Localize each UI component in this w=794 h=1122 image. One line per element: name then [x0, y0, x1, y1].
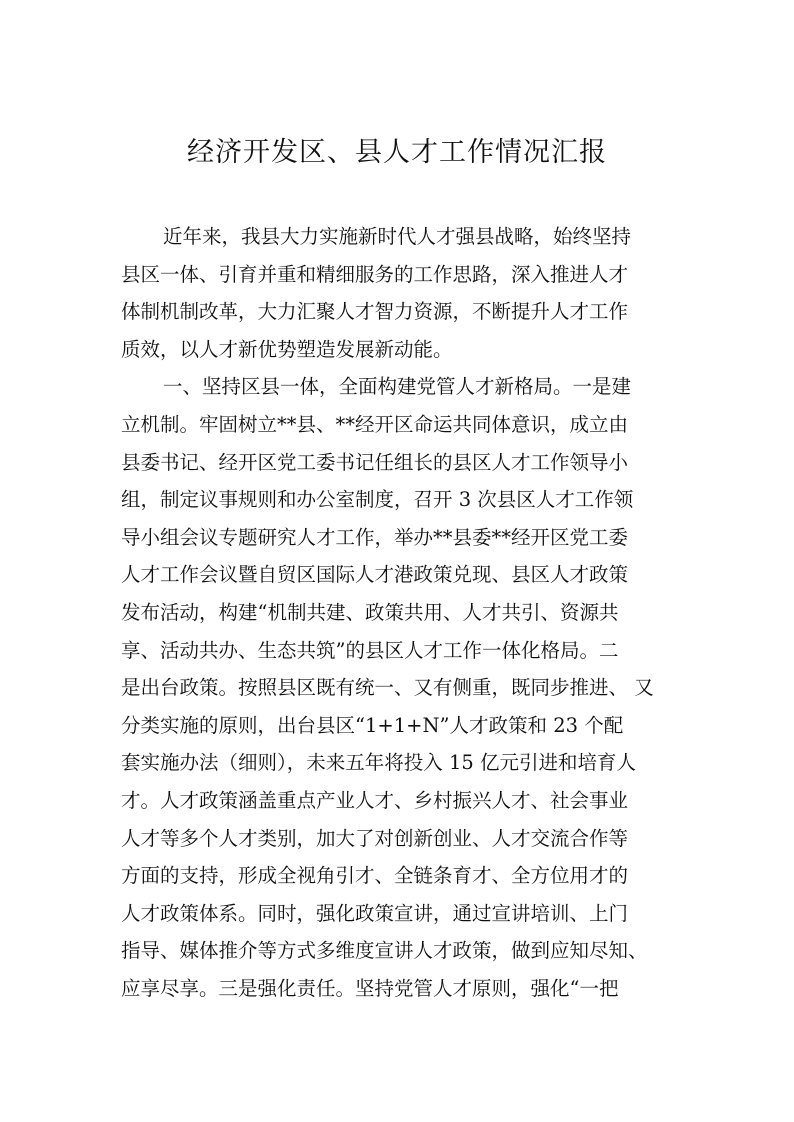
paragraph-line: 指导、媒体推介等方式多维度宣讲人才政策，做到应知尽知、 — [121, 939, 648, 963]
paragraph-line: 组，制定议事规则和办公室制度，召开 3 次县区人才工作领 — [121, 488, 634, 512]
document-body — [121, 218, 681, 1007]
document-title: 经济开发区、县人才工作情况汇报 — [187, 137, 607, 168]
paragraph-line: 一、坚持区县一体，全面构建党管人才新格局。一是建 — [163, 375, 632, 399]
paragraph-line: 质效，以人才新优势塑造发展新动能。 — [121, 337, 453, 361]
paragraph-line: 立机制。牢固树立**县、**经开区命运共同体意识，成立由 — [121, 412, 629, 436]
paragraph-line: 体制机制改革，大力汇聚人才智力资源，不断提升人才工作 — [121, 300, 629, 324]
paragraph-line: 享、活动共办、生态共筑”的县区人才工作一体化格局。二 — [121, 638, 619, 662]
paragraph-line: 发布活动，构建“机制共建、政策共用、人才共引、资源共 — [121, 600, 619, 624]
paragraph-line: 套实施办法（细则），未来五年将投入 15 亿元引进和培育人 — [121, 751, 636, 775]
paragraph-line: 导小组会议专题研究人才工作，举办**县委**经开区党工委 — [121, 525, 629, 549]
paragraph-line: 县区一体、引育并重和精细服务的工作思路，深入推进人才 — [121, 262, 629, 286]
paragraph-line: 应享尽享。三是强化责任。坚持党管人才原则，强化“一把 — [121, 976, 619, 1000]
paragraph-line: 人才工作会议暨自贸区国际人才港政策兑现、县区人才政策 — [121, 563, 629, 587]
paragraph-line: 人才政策体系。同时，强化政策宣讲，通过宣讲培训、上门 — [121, 901, 629, 925]
paragraph-line: 分类实施的原则，出台县区“1+1+N”人才政策和 23 个配 — [121, 713, 624, 737]
paragraph-line: 近年来，我县大力实施新时代人才强县战略，始终坚持 — [163, 225, 632, 248]
paragraph-line: 是出台政策。按照县区既有统一、又有侧重，既同步推进、 又 — [121, 676, 654, 700]
paragraph-line: 人才等多个人才类别，加大了对创新创业、人才交流合作等 — [121, 826, 629, 850]
paragraph-line: 县委书记、经开区党工委书记任组长的县区人才工作领导小 — [121, 450, 629, 474]
paragraph-line: 才。人才政策涵盖重点产业人才、乡村振兴人才、社会事业 — [121, 788, 629, 812]
paragraph-line: 方面的支持，形成全视角引才、全链条育才、全方位用才的 — [121, 864, 629, 888]
